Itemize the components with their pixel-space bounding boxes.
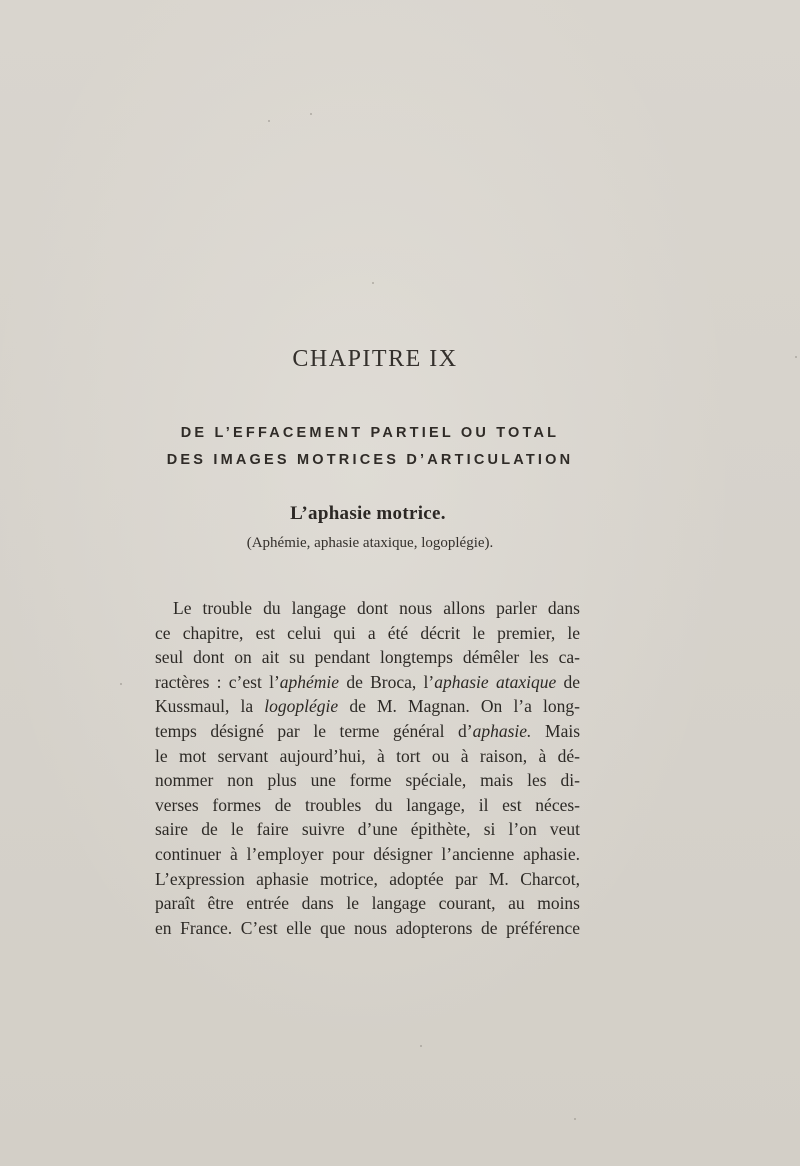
italic-term: logoplégie	[264, 696, 339, 717]
chapter-title: CHAPITRE IX	[292, 346, 458, 372]
paper-speck	[268, 120, 270, 122]
paper-speck	[310, 113, 312, 115]
text-fragment: temps désigné par le terme général d’	[155, 720, 473, 741]
text-fragment: de M. Magnan. On l’a long-	[338, 696, 580, 717]
text-line: ce chapitre, est celui qui a été décrit le premier, le	[155, 622, 580, 643]
italic-term: aphasie ataxique	[434, 671, 557, 692]
paper-speck	[420, 1045, 422, 1047]
section-subtitle: L’aphasie motrice.	[290, 503, 446, 524]
paper-speck	[372, 282, 374, 284]
italic-term: aphémie	[279, 671, 340, 692]
text-fragment: de Broca, l’	[339, 671, 435, 692]
text-line: continuer à l’employer pour désigner l’ancienne aphasie.	[155, 843, 580, 864]
chapter-heading-line-2: DES IMAGES MOTRICES D’ARTICULATION	[166, 452, 574, 468]
text-line: saire de le faire suivre d’une épithète, si l’on veut	[155, 819, 580, 840]
paper-speck	[574, 1118, 576, 1120]
text-line	[155, 670, 580, 695]
text-line: paraît être entrée dans le langage courant, au moins	[155, 893, 580, 914]
text-fragment: ractères : c’est l’	[155, 671, 280, 692]
body-paragraph	[155, 596, 580, 940]
text-fragment: Mais	[531, 720, 581, 741]
paper-speck	[795, 356, 797, 358]
text-fragment: de	[556, 671, 580, 692]
text-line: le mot servant aujourd’hui, à tort ou à raison, à dé-	[155, 745, 580, 766]
section-synonyms: (Aphémie, aphasie ataxique, logoplégie).	[246, 535, 494, 551]
text-line: L’expression aphasie motrice, adoptée par M. Charcot,	[155, 868, 580, 889]
text-line: verses formes de troubles du langage, il est néces-	[155, 794, 580, 815]
chapter-heading-line-1: DE L’EFFACEMENT PARTIEL OU TOTAL	[180, 425, 560, 441]
paper-speck	[120, 683, 122, 685]
text-line	[155, 694, 580, 719]
text-line	[155, 719, 580, 744]
text-line: nommer non plus une forme spéciale, mais les di-	[155, 770, 580, 791]
text-fragment: Kussmaul, la	[155, 696, 265, 717]
text-line: Le trouble du langage dont nous allons parler dans	[173, 598, 580, 618]
italic-term: aphasie.	[472, 720, 532, 741]
text-line: en France. C’est elle que nous adopterons de préférence	[155, 917, 580, 938]
text-line: seul dont on ait su pendant longtemps démêler les ca-	[155, 647, 580, 668]
